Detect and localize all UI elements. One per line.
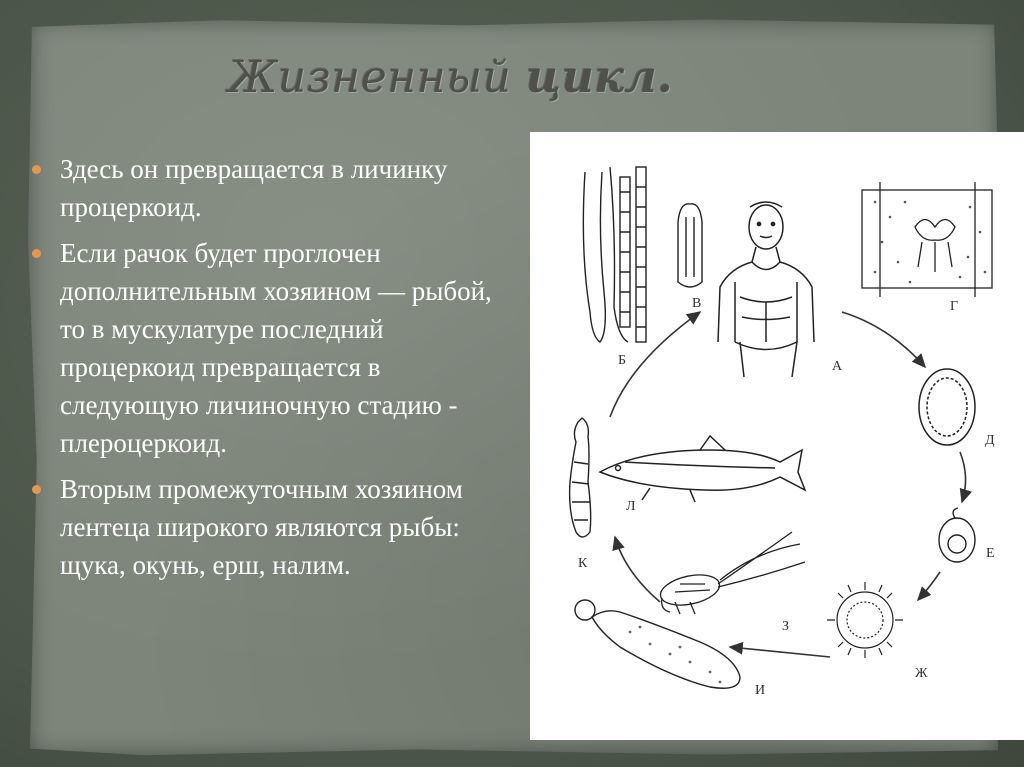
title-part-2: цикл. (525, 52, 674, 103)
label-i: И (755, 683, 766, 698)
human-host-drawing (718, 202, 814, 377)
bullet-text: Если рачок будет проглочен дополнительным хозяином — рыбой, то в мускулатуре последний процеркоид превращается в следующую личиночную стадию - плероцеркоид. (60, 238, 492, 458)
bullet-dot-icon (32, 165, 41, 174)
label-l: Л (626, 499, 636, 514)
label-zh: Ж (915, 666, 928, 681)
label-g: Г (950, 299, 959, 314)
procercoid-drawing (575, 600, 740, 688)
title-part-1: Жизненный (228, 52, 526, 103)
ciliated-larva-drawing (827, 582, 903, 658)
bullet-item (30, 150, 520, 226)
copepod-drawing (658, 532, 805, 614)
label-a: А (832, 359, 843, 374)
intestine-section-drawing (862, 182, 992, 297)
label-b: Б (618, 353, 627, 368)
bullet-text: Здесь он превращается в личинку процеркоид. (60, 154, 448, 222)
bullet-dot-icon (32, 249, 41, 258)
bullet-item (30, 470, 520, 584)
egg-drawing (919, 369, 975, 445)
label-e: Е (986, 546, 995, 561)
bullet-list (30, 150, 520, 592)
label-d: Д (985, 433, 995, 448)
slide-title (228, 52, 828, 103)
plerocercoid-drawing (570, 418, 591, 537)
tapeworm-strobila-drawing (583, 167, 646, 342)
pike-fish-drawing (600, 436, 805, 502)
bullet-dot-icon (32, 485, 41, 494)
bullet-item (30, 234, 520, 462)
label-k: К (578, 556, 588, 571)
cycle-arrows (610, 312, 966, 657)
label-v: В (692, 296, 702, 311)
life-cycle-diagram (530, 132, 1024, 740)
scolex-drawing (678, 204, 702, 287)
label-z: З (782, 619, 790, 634)
coracidium-drawing (939, 508, 975, 562)
bullet-text: Вторым промежуточным хозяином лентеца широкого являются рыбы: щука, окунь, ерш, налим. (60, 474, 463, 580)
life-cycle-figure (530, 132, 1024, 740)
